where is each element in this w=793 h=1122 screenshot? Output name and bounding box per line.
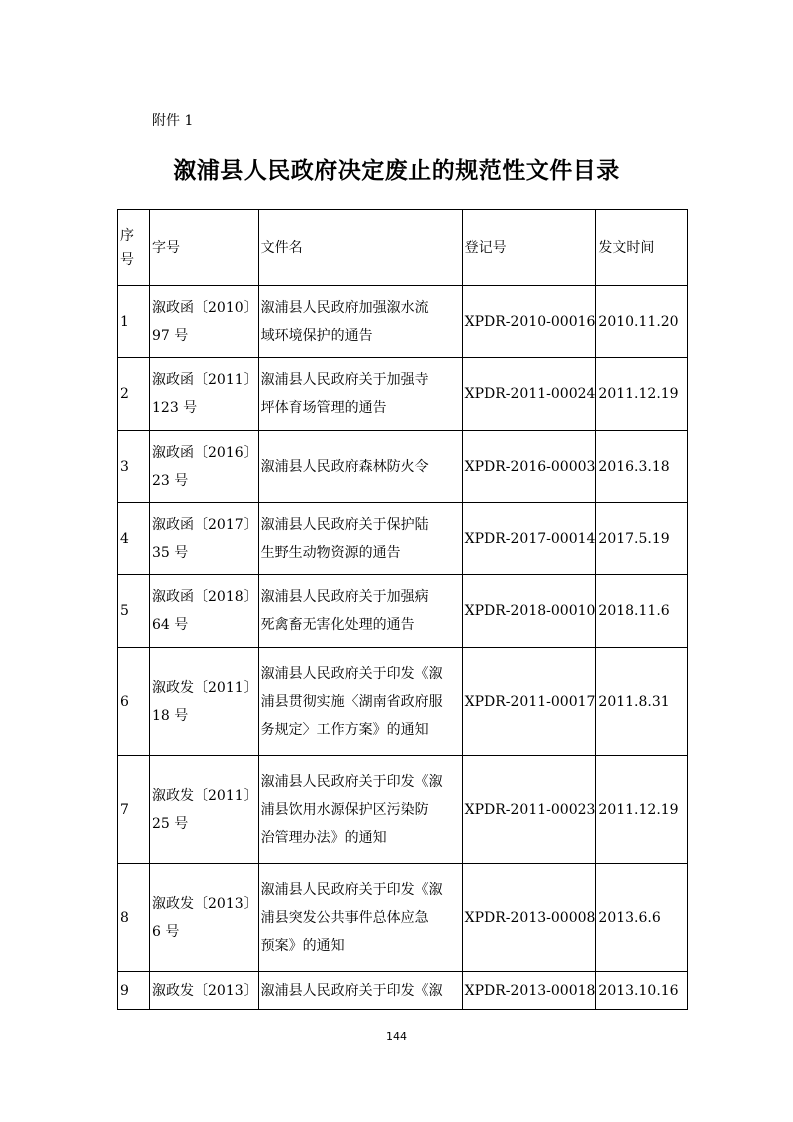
doc-name-line: 溆浦县人民政府关于加强寺	[260, 372, 429, 388]
row-reg-number: XPDR-2013-00008	[462, 864, 596, 972]
doc-name-line: 浦县突发公共事件总体应急	[260, 909, 429, 926]
doc-name-line: 死禽畜无害化处理的通告	[260, 617, 415, 633]
doc-number-line2: 23 号	[152, 472, 189, 489]
row-issue-date: 2011.8.31	[596, 648, 688, 756]
row-doc-number	[150, 431, 259, 503]
doc-number-line1: 溆政发〔2013〕	[152, 982, 258, 999]
row-doc-name	[258, 972, 462, 1010]
doc-name-line: 溆浦县人民政府关于印发《溆	[260, 881, 443, 898]
header-issue-date: 发文时间	[596, 210, 688, 286]
row-seq: 5	[118, 575, 150, 648]
row-seq: 1	[118, 286, 150, 358]
doc-name-line: 域环境保护的通告	[260, 327, 373, 344]
row-reg-number: XPDR-2011-00024	[462, 358, 596, 431]
table-row	[118, 864, 688, 972]
doc-number-line1: 溆政函〔2011〕	[152, 372, 258, 388]
row-issue-date: 2018.11.6	[596, 575, 688, 648]
page-number: 144	[386, 1030, 407, 1043]
row-seq: 9	[118, 972, 150, 1010]
row-issue-date: 2013.6.6	[596, 864, 688, 972]
header-reg-number: 登记号	[462, 210, 596, 286]
table-row	[118, 431, 688, 503]
row-issue-date: 2011.12.19	[596, 756, 688, 864]
row-doc-number	[150, 972, 259, 1010]
row-reg-number: XPDR-2010-00016	[462, 286, 596, 358]
document-table	[117, 209, 688, 1010]
doc-name-line: 生野生动物资源的通告	[260, 544, 401, 561]
doc-name-line: 治管理办法》的通知	[260, 829, 387, 846]
doc-number-line1: 溆政函〔2018〕	[152, 589, 258, 605]
doc-number-line1: 溆政发〔2011〕	[152, 679, 258, 696]
row-doc-number	[150, 358, 259, 431]
table-header-row	[118, 210, 688, 286]
row-issue-date: 2010.11.20	[596, 286, 688, 358]
header-doc-name: 文件名	[258, 210, 462, 286]
row-doc-name	[258, 358, 462, 431]
doc-name-line: 溆浦县人民政府关于印发《溆	[260, 773, 443, 790]
header-seq	[118, 210, 150, 286]
row-issue-date: 2013.10.16	[596, 972, 688, 1010]
doc-name-line: 溆浦县人民政府森林防火令	[260, 458, 429, 475]
row-doc-number	[150, 864, 259, 972]
attachment-label: 附件 1	[152, 113, 194, 129]
doc-number-line1: 溆政发〔2011〕	[152, 787, 258, 804]
page-title: 溆浦县人民政府决定废止的规范性文件目录	[173, 158, 620, 184]
row-seq: 3	[118, 431, 150, 503]
table-row	[118, 503, 688, 575]
table-row	[118, 286, 688, 358]
doc-number-line1: 溆政发〔2013〕	[152, 895, 258, 912]
row-doc-name	[258, 864, 462, 972]
doc-number-line2: 123 号	[152, 400, 198, 416]
doc-name-line: 溆浦县人民政府关于加强病	[260, 589, 429, 605]
doc-name-line: 溆浦县人民政府关于印发《溆	[260, 982, 443, 999]
row-seq: 4	[118, 503, 150, 575]
doc-number-line2: 25 号	[152, 815, 189, 832]
doc-name-line: 溆浦县人民政府关于保护陆	[260, 516, 429, 533]
header-seq-line1: 序	[120, 227, 134, 244]
doc-number-line2: 64 号	[152, 617, 189, 633]
row-reg-number: XPDR-2011-00023	[462, 756, 596, 864]
table-row	[118, 756, 688, 864]
row-doc-name	[258, 648, 462, 756]
row-issue-date: 2017.5.19	[596, 503, 688, 575]
doc-name-line: 坪体育场管理的通告	[260, 400, 387, 416]
doc-name-line: 浦县饮用水源保护区污染防	[260, 801, 429, 818]
row-doc-number	[150, 503, 259, 575]
row-seq: 6	[118, 648, 150, 756]
header-seq-line2: 号	[120, 251, 134, 268]
row-doc-number	[150, 575, 259, 648]
row-seq: 8	[118, 864, 150, 972]
row-reg-number: XPDR-2016-00003	[462, 431, 596, 503]
doc-number-line1: 溆政函〔2010〕	[152, 299, 258, 316]
table-row	[118, 972, 688, 1010]
doc-name-line: 溆浦县人民政府加强溆水流	[260, 299, 429, 316]
row-doc-number	[150, 756, 259, 864]
doc-number-line2: 97 号	[152, 327, 189, 344]
row-reg-number: XPDR-2017-00014	[462, 503, 596, 575]
row-reg-number: XPDR-2011-00017	[462, 648, 596, 756]
header-doc-number: 字号	[150, 210, 259, 286]
table-row	[118, 648, 688, 756]
row-reg-number: XPDR-2018-00010	[462, 575, 596, 648]
row-seq: 7	[118, 756, 150, 864]
row-doc-name	[258, 503, 462, 575]
row-issue-date: 2011.12.19	[596, 358, 688, 431]
row-doc-number	[150, 286, 259, 358]
row-doc-name	[258, 286, 462, 358]
table-row	[118, 575, 688, 648]
row-doc-name	[258, 431, 462, 503]
doc-name-line: 溆浦县人民政府关于印发《溆	[260, 665, 443, 682]
doc-number-line2: 18 号	[152, 707, 189, 724]
doc-name-line: 预案》的通知	[260, 937, 345, 954]
row-doc-name	[258, 756, 462, 864]
doc-number-line2: 6 号	[152, 923, 180, 940]
doc-name-line: 浦县贯彻实施〈湖南省政府服	[260, 693, 443, 710]
doc-name-line: 务规定〉工作方案》的通知	[260, 721, 429, 738]
doc-number-line2: 35 号	[152, 544, 189, 561]
row-seq: 2	[118, 358, 150, 431]
doc-number-line1: 溆政函〔2016〕	[152, 444, 258, 461]
row-doc-name	[258, 575, 462, 648]
row-issue-date: 2016.3.18	[596, 431, 688, 503]
row-doc-number	[150, 648, 259, 756]
row-reg-number: XPDR-2013-00018	[462, 972, 596, 1010]
table-row	[118, 358, 688, 431]
doc-number-line1: 溆政函〔2017〕	[152, 516, 258, 533]
